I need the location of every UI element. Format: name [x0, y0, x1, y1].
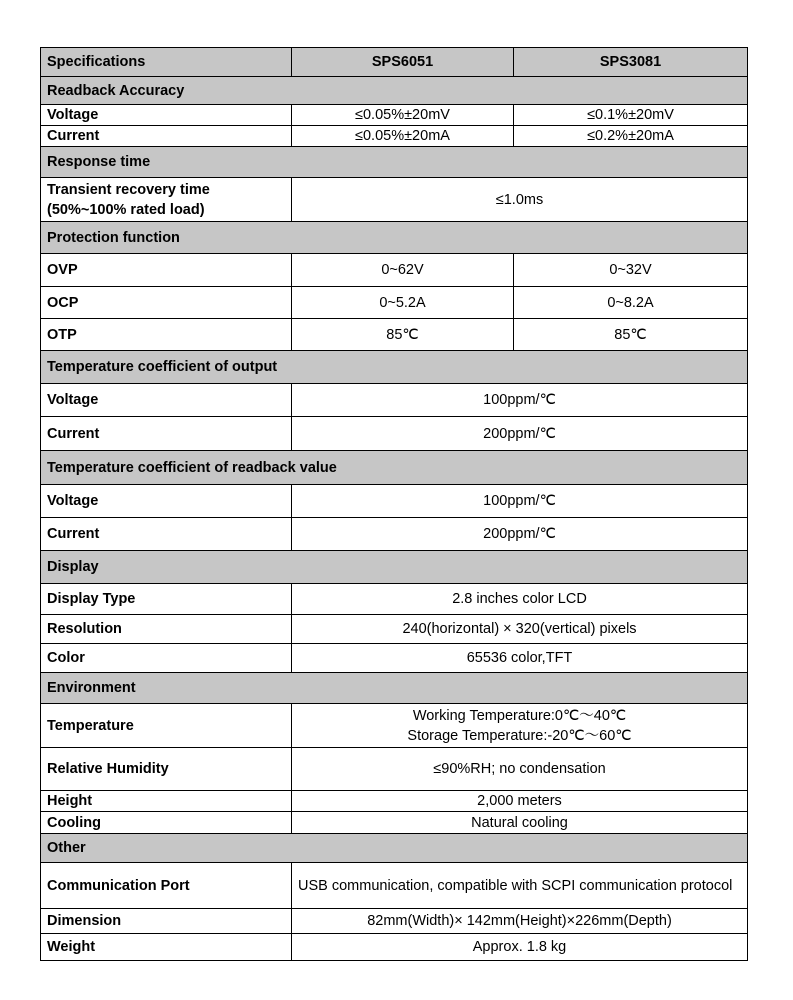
section-title: Temperature coefficient of readback value — [41, 451, 748, 485]
row-label: Color — [41, 644, 292, 673]
table-row — [41, 863, 748, 909]
row-label: OVP — [41, 254, 292, 287]
table-row — [41, 518, 748, 551]
table-row — [41, 584, 748, 615]
table-row — [41, 178, 748, 222]
cell-value — [292, 704, 748, 748]
section-other — [41, 834, 748, 863]
row-label: Communication Port — [41, 863, 292, 909]
cell-value: 65536 color,TFT — [292, 644, 748, 673]
table-row — [41, 748, 748, 791]
table-row — [41, 254, 748, 287]
row-label: Display Type — [41, 584, 292, 615]
row-label: Cooling — [41, 812, 292, 834]
cell-value: ≤0.2%±20mA — [514, 126, 748, 147]
row-label — [41, 178, 292, 222]
row-label: Height — [41, 791, 292, 812]
section-title: Environment — [41, 673, 748, 704]
row-label: Current — [41, 126, 292, 147]
table-row — [41, 384, 748, 417]
row-label-line: Transient recovery time — [47, 181, 210, 198]
cell-value: 85℃ — [514, 319, 748, 351]
header-sps6051: SPS6051 — [292, 48, 514, 77]
cell-value: 85℃ — [292, 319, 514, 351]
header-row — [41, 48, 748, 77]
row-label: Current — [41, 417, 292, 451]
cell-value: 100ppm/℃ — [292, 485, 748, 518]
cell-value: 0~32V — [514, 254, 748, 287]
row-label: OTP — [41, 319, 292, 351]
section-response-time — [41, 147, 748, 178]
cell-value: ≤90%RH; no condensation — [292, 748, 748, 791]
cell-value: ≤0.1%±20mV — [514, 105, 748, 126]
section-title: Readback Accuracy — [41, 77, 748, 105]
table-row — [41, 105, 748, 126]
row-label: Voltage — [41, 485, 292, 518]
section-environment — [41, 673, 748, 704]
section-protection-function — [41, 222, 748, 254]
table-row — [41, 417, 748, 451]
section-display — [41, 551, 748, 584]
cell-value: 200ppm/℃ — [292, 417, 748, 451]
table-row — [41, 615, 748, 644]
table-row — [41, 319, 748, 351]
table-row — [41, 812, 748, 834]
cell-value: USB communication, compatible with SCPI communication protocol — [292, 863, 748, 909]
cell-value: ≤1.0ms — [292, 178, 748, 222]
cell-value: Natural cooling — [292, 812, 748, 834]
specifications-table — [40, 47, 748, 961]
table-row — [41, 126, 748, 147]
cell-value: Approx. 1.8 kg — [292, 934, 748, 961]
header-sps3081: SPS3081 — [514, 48, 748, 77]
table-row — [41, 934, 748, 961]
table-row — [41, 287, 748, 319]
value-line: Working Temperature:0℃～40℃ — [412, 707, 627, 724]
section-title: Response time — [41, 147, 748, 178]
section-title: Protection function — [41, 222, 748, 254]
section-temp-coefficient-output — [41, 351, 748, 384]
cell-value: 2,000 meters — [292, 791, 748, 812]
table-row — [41, 791, 748, 812]
value-line: Storage Temperature:-20℃～60℃ — [407, 727, 632, 744]
cell-value: 2.8 inches color LCD — [292, 584, 748, 615]
row-label: Resolution — [41, 615, 292, 644]
cell-value: 200ppm/℃ — [292, 518, 748, 551]
section-title: Display — [41, 551, 748, 584]
table-row — [41, 644, 748, 673]
cell-value: 82mm(Width)× 142mm(Height)×226mm(Depth) — [292, 909, 748, 934]
table-row — [41, 704, 748, 748]
cell-value: 0~8.2A — [514, 287, 748, 319]
row-label: Current — [41, 518, 292, 551]
row-label: Temperature — [41, 704, 292, 748]
table-row — [41, 909, 748, 934]
cell-value: 240(horizontal) × 320(vertical) pixels — [292, 615, 748, 644]
cell-value: 0~5.2A — [292, 287, 514, 319]
row-label-line: (50%~100% rated load) — [47, 201, 205, 218]
section-temp-coefficient-readback — [41, 451, 748, 485]
cell-value: ≤0.05%±20mV — [292, 105, 514, 126]
section-title: Other — [41, 834, 748, 863]
row-label: Weight — [41, 934, 292, 961]
row-label: Voltage — [41, 105, 292, 126]
cell-value: ≤0.05%±20mA — [292, 126, 514, 147]
header-specifications: Specifications — [41, 48, 292, 77]
section-readback-accuracy — [41, 77, 748, 105]
table-row — [41, 485, 748, 518]
section-title: Temperature coefficient of output — [41, 351, 748, 384]
cell-value: 0~62V — [292, 254, 514, 287]
row-label: OCP — [41, 287, 292, 319]
row-label: Relative Humidity — [41, 748, 292, 791]
row-label: Voltage — [41, 384, 292, 417]
row-label: Dimension — [41, 909, 292, 934]
cell-value: 100ppm/℃ — [292, 384, 748, 417]
